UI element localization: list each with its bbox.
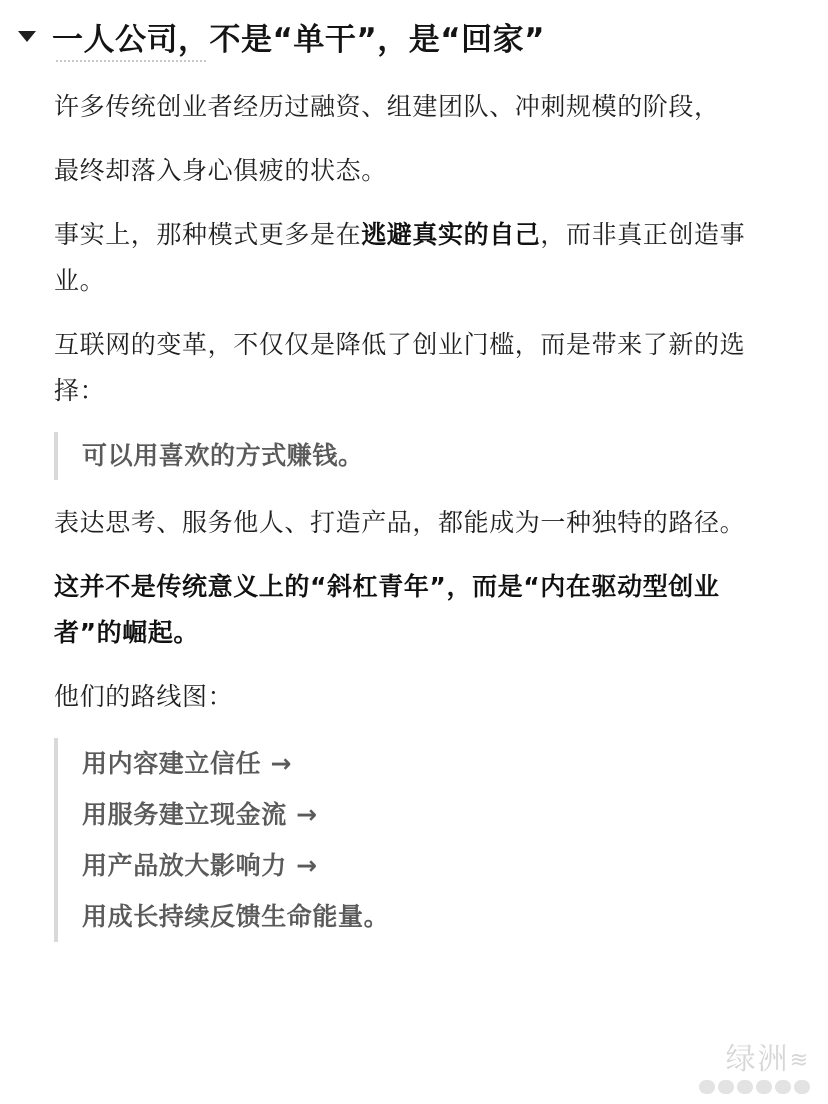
paragraph-6 <box>54 564 774 656</box>
roadmap-item-1: 用内容建立信任 → <box>82 749 293 778</box>
section-heading <box>0 14 545 58</box>
paragraph-1: 许多传统创业者经历过融资、组建团队、冲刺规模的阶段， <box>54 92 720 121</box>
roadmap-item-2: 用服务建立现金流 → <box>82 800 318 829</box>
blockquote-text: 可以用喜欢的方式赚钱。 <box>82 441 364 470</box>
paragraph-3-start: 事实上，那种模式更多是在 <box>54 220 362 249</box>
paragraph-5: 表达思考、服务他人、打造产品，都能成为一种独特的路径。 <box>54 508 746 537</box>
watermark-logo-text: 绿洲 <box>725 1042 790 1077</box>
paragraph-3-end: ，而非真正创造事业。 <box>54 220 746 295</box>
triangle-down-icon <box>18 31 36 42</box>
paragraph-6-bold: 这并不是传统意义上的“斜杠青年”，而是“内在驱动型创业者”的崛起。 <box>54 572 720 647</box>
watermark <box>699 1034 810 1094</box>
paragraph-4: 互联网的变革，不仅仅是降低了创业门槛，而是带来了新的选择： <box>54 330 746 405</box>
paragraph-3 <box>54 212 774 304</box>
paragraph-3-emphasis: 逃避真实的自己 <box>361 220 541 249</box>
article-body <box>54 84 774 962</box>
collapse-toggle[interactable] <box>0 31 52 42</box>
roadmap-item-3: 用产品放大影响力 → <box>82 851 318 880</box>
blockquote-roadmap <box>54 738 774 942</box>
watermark-blurred-username <box>699 1080 810 1094</box>
watermark-logo <box>699 1034 810 1078</box>
roadmap-item-4: 用成长持续反馈生命能量。 <box>82 902 390 931</box>
heading-dotted-underline <box>56 60 206 62</box>
blockquote-earn-money <box>54 432 774 480</box>
waves-icon: ≋ <box>789 1048 810 1073</box>
paragraph-7: 他们的路线图： <box>54 682 234 711</box>
heading-title: 一人公司，不是“单干”，是“回家” <box>52 21 545 58</box>
paragraph-2: 最终却落入身心俱疲的状态。 <box>54 156 387 185</box>
